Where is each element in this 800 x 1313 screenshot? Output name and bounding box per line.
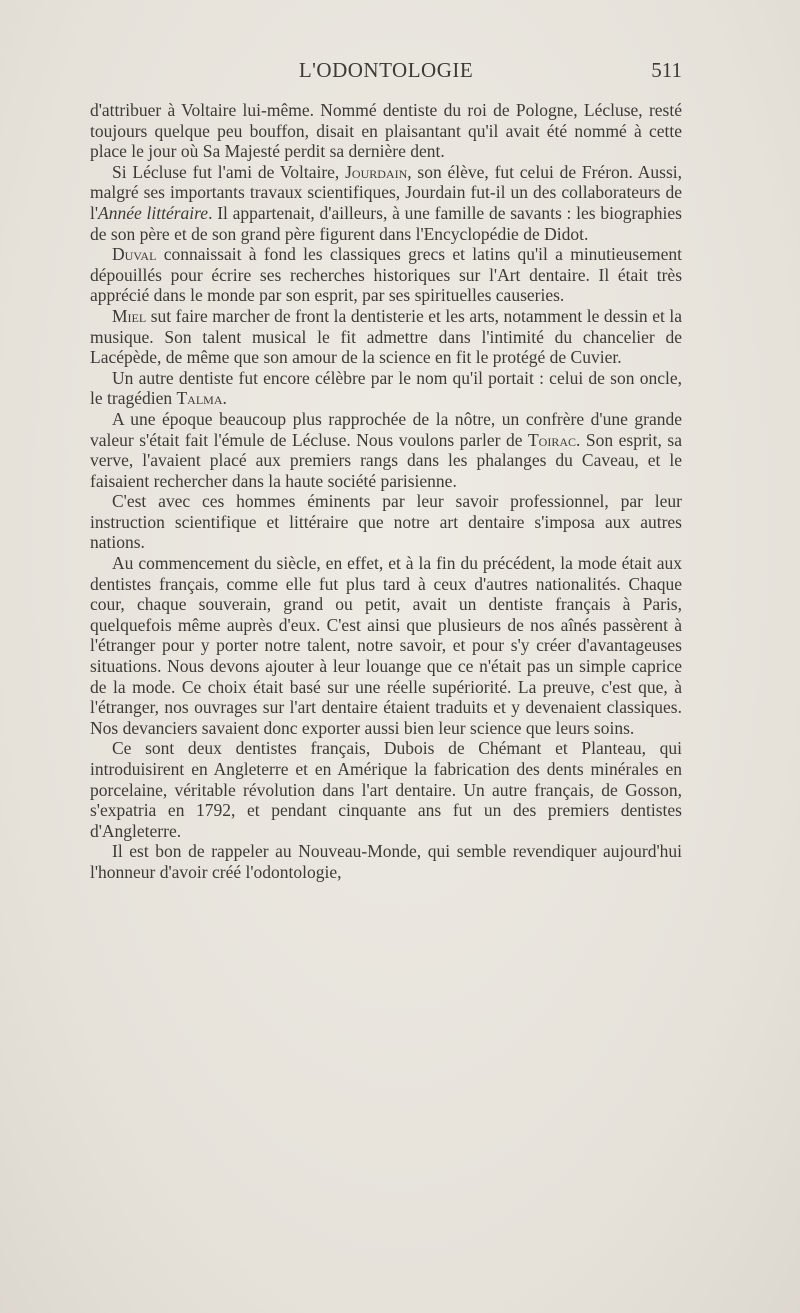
- paragraph: Il est bon de rappeler au Nouveau-Monde, qui semble revendiquer aujourd'hui l'honneur d'avoir créé l'odontologie,: [90, 841, 682, 882]
- paragraph: A une époque beaucoup plus rapprochée de la nôtre, un confrère d'une grande valeur s'était fait l'émule de Lécluse. Nous voulons parler de Toirac. Son esprit, sa verve, l'avaient placé aux premiers rangs dans les phalanges du Caveau, et le faisaient rechercher dans la haute société parisienne.: [90, 408, 682, 491]
- paragraph: d'attribuer à Voltaire lui-même. Nommé dentiste du roi de Pologne, Lécluse, resté toujours quelque peu bouffon, disait en plaisantant qu'il avait été nommé à cette place le jour où Sa Majesté perdit sa dernière dent.: [90, 100, 682, 162]
- paragraph: Un autre dentiste fut encore célèbre par le nom qu'il portait : celui de son oncle, le tragédien Talma.: [90, 367, 682, 409]
- paragraph: Au commencement du siècle, en effet, et à la fin du précédent, la mode était aux dentistes français, comme elle fut plus tard à ceux d'autres nationalités. Chaque cour, chaque souverain, grand ou petit, avait un dentiste français à Paris, quelquefois même auprès d'eux. C'est ainsi que plusieurs de nos aînés passèrent à l'étranger pour y porter notre talent, notre savoir, et pour s'y créer d'avantageuses situations. Nous devons ajouter à leur louange que ce n'était pas un simple caprice de la mode. Ce choix était basé sur une réelle supériorité. La preuve, c'est que, à l'étranger, nos ouvrages sur l'art dentaire étaient traduits et y devenaient classiques. Nos devanciers savaient donc exporter aussi bien leur science que leurs soins.: [90, 553, 682, 738]
- page-header: [90, 58, 682, 86]
- paragraph: Ce sont deux dentistes français, Dubois de Chémant et Planteau, qui introduisirent en Angleterre et en Amérique la fabrication des dents minérales en porcelaine, véritable révolution dans l'art dentaire. Un autre français, de Gosson, s'expatria en 1792, et pendant cinquante ans fut un des premiers dentistes d'Angleterre.: [90, 738, 682, 841]
- person-name: Miel: [112, 305, 147, 326]
- paragraph: Duval connaissait à fond les classiques grecs et latins qu'il a minutieusement dépouillés pour écrire ses recherches historiques sur l'Art dentaire. Il était très apprécié dans le monde par son esprit, par ses spirituelles causeries.: [90, 244, 682, 306]
- person-name: Toirac: [527, 429, 577, 450]
- person-name: Duval: [112, 244, 157, 265]
- paragraph: Si Lécluse fut l'ami de Voltaire, Jourdain, son élève, fut celui de Fréron. Aussi, malgré ses importants travaux scientifiques, Jourdain fut-il un des collaborateurs de l'Année littéraire. Il appartenait, d'ailleurs, à une famille de savants : les biographies de son père et de son grand père figurent dans l'Encyclopédie de Didot.: [90, 161, 682, 244]
- person-name: Talma: [176, 388, 223, 409]
- paragraph: C'est avec ces hommes éminents par leur savoir professionnel, par leur instruction scientifique et littéraire que notre art dentaire s'imposa aux autres nations.: [90, 491, 682, 553]
- page-number: 511: [651, 58, 682, 82]
- person-name: Jourdain: [345, 161, 408, 182]
- paragraph: Miel sut faire marcher de front la dentisterie et les arts, notamment le dessin et la musique. Son talent musical le fit admettre dans l'intimité du chancelier de Lacépède, de même que son amour de la science en fit le protégé de Cuvier.: [90, 305, 682, 368]
- running-title: L'ODONTOLOGIE: [298, 58, 474, 82]
- publication-title: Année littéraire: [98, 202, 209, 223]
- body-text: [90, 100, 682, 883]
